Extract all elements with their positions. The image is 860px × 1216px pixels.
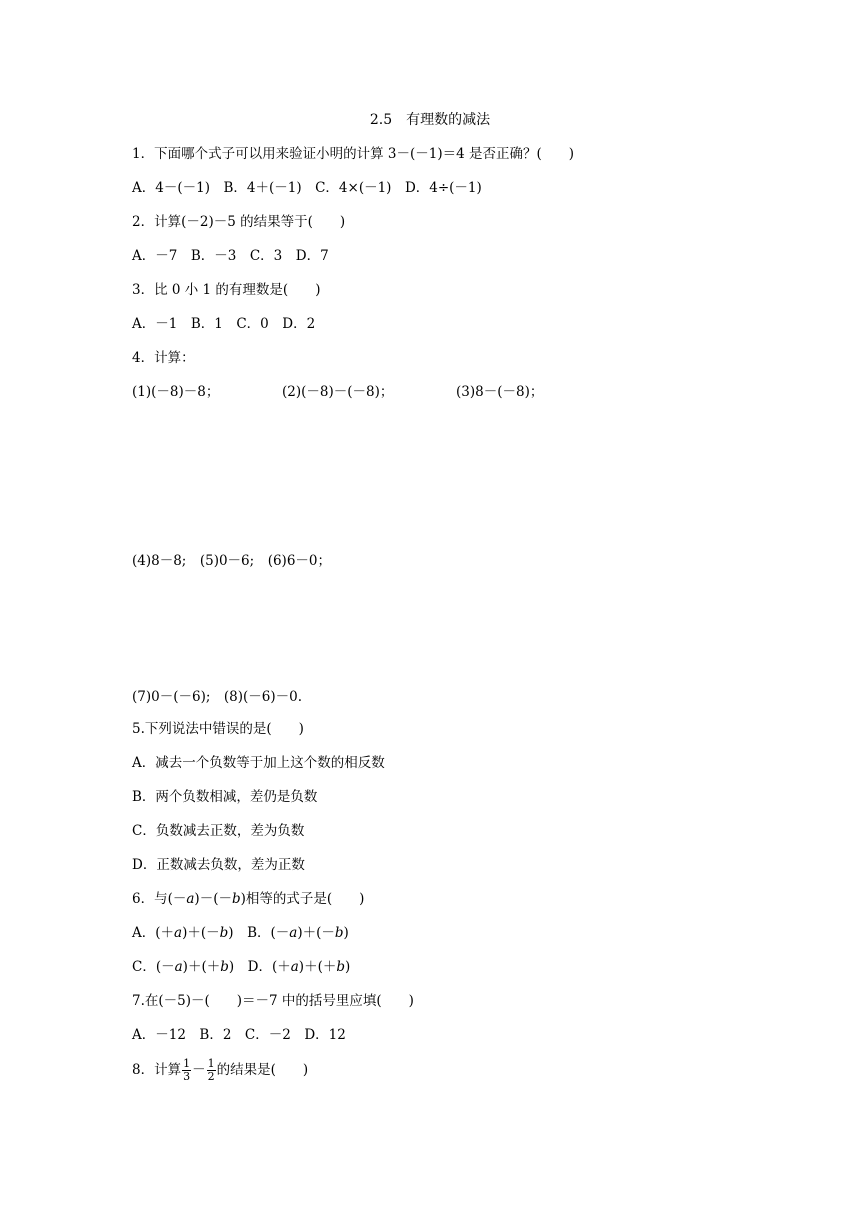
q6-text: 6．与(－	[132, 891, 187, 907]
page-title: 2.5 有理数的减法	[369, 112, 491, 128]
q6-opt-text: )＋(＋	[182, 959, 221, 975]
q4-parts-4-6: (4)8－8; (5)0－6; (6)6－0；	[132, 553, 331, 569]
var-b: b	[334, 925, 344, 941]
var-a: a	[186, 891, 195, 907]
denominator: 3	[183, 1070, 191, 1083]
question-7: 7.在(－5)－( )＝－7 中的括号里应填( )	[132, 993, 414, 1009]
q6-opt-text: ) D．(＋	[228, 959, 291, 975]
q6-opt-text: )	[343, 925, 349, 941]
question-4: 4．计算：	[132, 350, 195, 366]
var-a: a	[290, 959, 299, 975]
q6-opt-text: ) B．(－	[228, 925, 290, 941]
q4-part-1: (1)(－8)－8；	[132, 384, 220, 400]
question-3-options: A．－1 B．1 C．0 D．2	[132, 316, 316, 332]
q6-opt-text: )	[345, 959, 351, 975]
var-b: b	[220, 959, 229, 975]
var-b: b	[231, 891, 241, 907]
q4-part-2: (2)(－8)－(－8)；	[282, 384, 394, 400]
question-2-options: A．－7 B．－3 C．3 D．7	[132, 248, 329, 264]
q6-text: )－(－	[194, 891, 232, 907]
var-b: b	[219, 925, 229, 941]
numerator: 1	[207, 1057, 215, 1070]
q6-options-ab	[132, 924, 349, 942]
q8-suffix: 的结果是( )	[216, 1062, 309, 1078]
q8-prefix: 8．计算	[132, 1062, 182, 1078]
var-b: b	[336, 959, 345, 975]
q6-opt-text: )＋(－	[297, 925, 335, 941]
fraction-one-third	[182, 1058, 191, 1083]
q6-opt-text: C．(－	[132, 959, 175, 975]
var-a: a	[174, 959, 183, 975]
q5-option-b: B．两个负数相减，差仍是负数	[132, 789, 318, 805]
denominator: 2	[207, 1070, 215, 1083]
question-1: 1．下面哪个式子可以用来验证小明的计算 3－(－1)＝4 是否正确？( )	[132, 146, 575, 162]
question-1-options: A．4－(－1) B．4＋(－1) C．4×(－1) D．4÷(－1)	[132, 180, 482, 196]
q5-option-d: D．正数减去负数，差为正数	[132, 857, 305, 873]
numerator: 1	[183, 1057, 191, 1070]
q7-options: A．－12 B．2 C．－2 D．12	[132, 1027, 346, 1043]
q6-opt-text: )＋(＋	[298, 959, 337, 975]
var-a: a	[174, 925, 183, 941]
question-6	[132, 890, 364, 908]
fraction-one-half	[207, 1058, 216, 1083]
q6-opt-text: A．(＋	[132, 925, 175, 941]
var-a: a	[289, 925, 298, 941]
question-2: 2．计算(－2)－5 的结果等于( )	[132, 214, 346, 230]
question-3: 3．比 0 小 1 的有理数是( )	[132, 282, 321, 298]
q5-option-c: C．负数减去正数，差为负数	[132, 823, 305, 839]
question-8	[132, 1056, 308, 1084]
q4-part-3: (3)8－(－8)；	[456, 384, 544, 400]
minus-sign: －	[192, 1062, 206, 1078]
q6-text: )相等的式子是( )	[240, 891, 365, 907]
q5-option-a: A．减去一个负数等于加上这个数的相反数	[132, 755, 385, 771]
q4-parts-7-8: (7)0－(－6); (8)(－6)－0.	[132, 689, 303, 705]
q6-options-cd	[132, 958, 350, 976]
question-5: 5.下列说法中错误的是( )	[132, 721, 304, 737]
q6-opt-text: )＋(－	[182, 925, 220, 941]
